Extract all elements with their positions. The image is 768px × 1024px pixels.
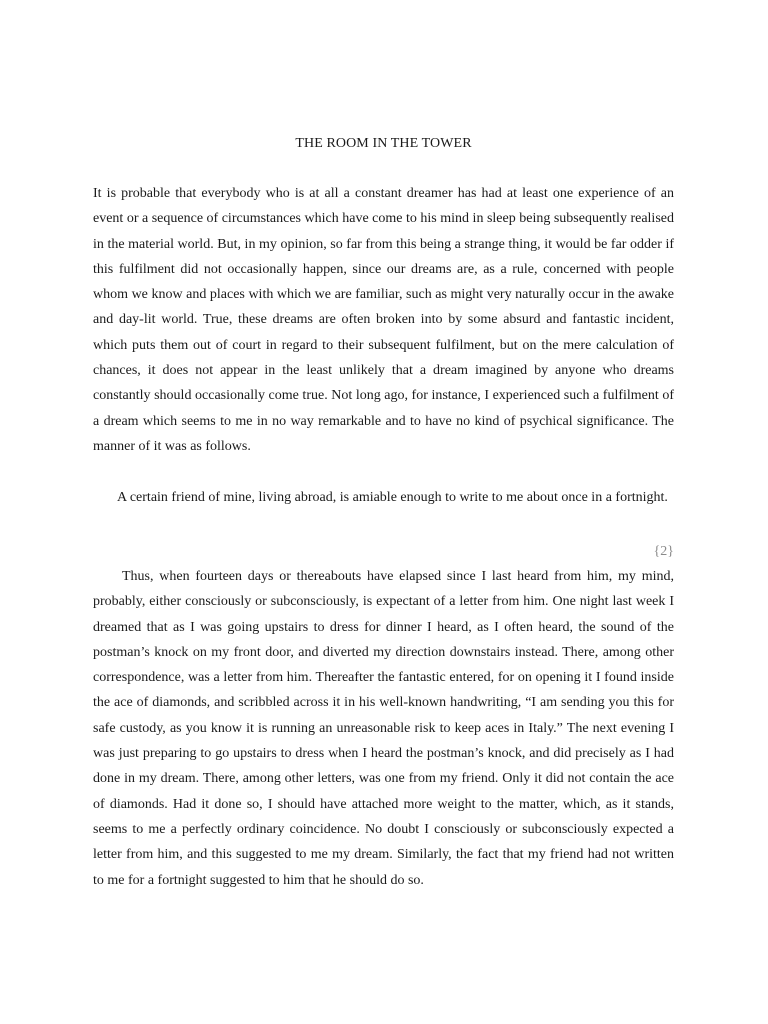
page-number: {2}: [653, 544, 674, 559]
paragraph-1: It is probable that everybody who is at all a constant dreamer has had at least one experience of an event or a sequence of circumstances which have come to his mind in sleep being subsequently realised in the material world. But, in my opinion, so far from this being a strange thing, it would be far odder if this fulfilment did not occasionally happen, since our dreams are, as a rule, concerned with people whom we know and places with which we are familiar, such as might very naturally occur in the awake and day-lit world. True, these dreams are often broken into by some absurd and fantastic incident, which puts them out of court in regard to their subsequent fulfilment, but on the mere calculation of chances, it does not appear in the least unlikely that a dream imagined by anyone who dreams constantly should occasionally come true. Not long ago, for instance, I experienced such a fulfilment of a dream which seems to me in no way remarkable and to have no kind of psychical significance. The manner of it was as follows.: [93, 186, 674, 454]
paragraph-2: A certain friend of mine, living abroad, is amiable enough to write to me about once in a fortnight.: [117, 490, 668, 505]
paragraph-3: Thus, when fourteen days or thereabouts have elapsed since I last heard from him, my mind, probably, either consciously or subconsciously, is expectant of a letter from him. One night last week I dreamed that as I was going upstairs to dress for dinner I heard, as I often heard, the sound of the postman’s knock on my front door, and diverted my direction downstairs instead. There, among other correspondence, was a letter from him. Thereafter the fantastic entered, for on opening it I found inside the ace of diamonds, and scribbled across it in his well-known handwriting, “I am sending you this for safe custody, as you know it is running an unreasonable risk to keep aces in Italy.” The next evening I was just preparing to go upstairs to dress when I heard the postman’s knock, and did precisely as I had done in my dream. There, among other letters, was one from my friend. Only it did not contain the ace of diamonds. Had it done so, I should have attached more weight to the matter, which, as it stands, seems to me a perfectly ordinary coincidence. No doubt I consciously or subconsciously expected a letter from him, and this suggested to me my dream. Similarly, the fact that my friend had not written to me for a fortnight suggested to him that he should do so.: [93, 569, 674, 888]
chapter-title: THE ROOM IN THE TOWER: [295, 136, 472, 151]
